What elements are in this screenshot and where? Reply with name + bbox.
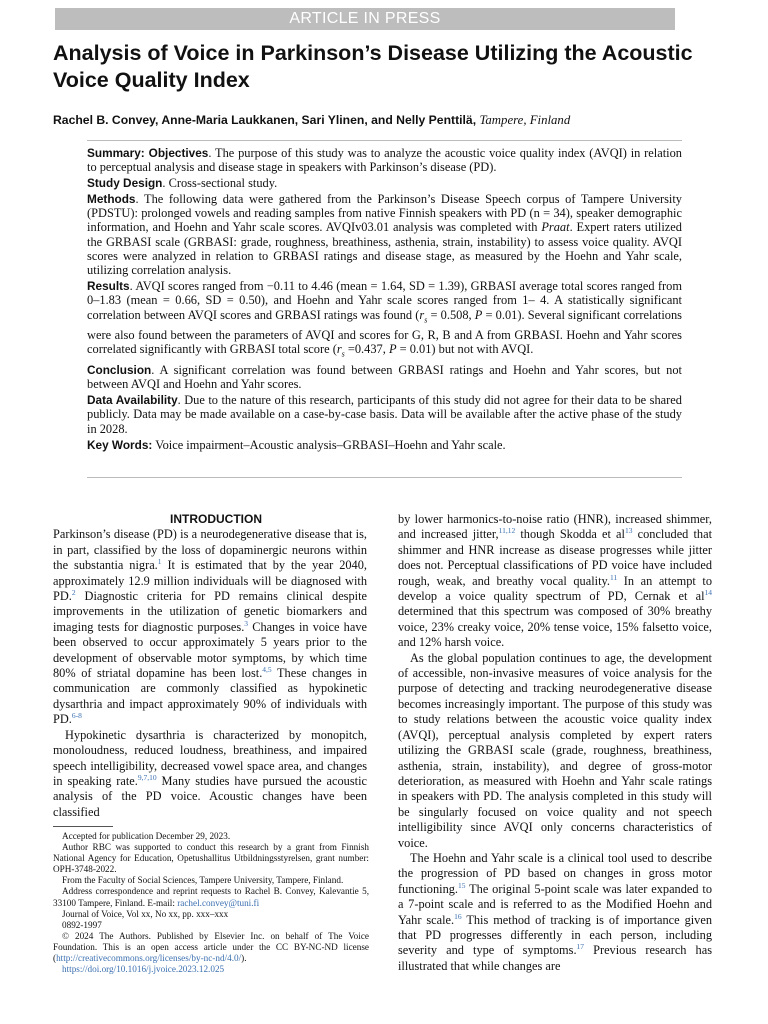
keywords-label: Key Words: (87, 437, 153, 452)
ref-link[interactable]: 4,5 (262, 665, 272, 675)
text-run: Parkinson’s disease (PD) is a neurodegenerative disease that is, in part, classified by the loss of dopaminergic neurons within the substantia nigra. (53, 527, 367, 573)
fn-address (53, 886, 369, 908)
ref-link[interactable]: 13 (624, 526, 633, 536)
text-run: It is estimated that by the year 2040, approximately 12.9 million individuals will be diagnosed with PD. (53, 558, 367, 604)
results-p2: P (388, 341, 397, 356)
abstract-bottom-rule (87, 477, 682, 478)
methods-text-b: . Expert raters utilized the GRBASI scale (GRBASI: grade, roughness, breathiness, asthenia, strain, instability) to assess voice quality. AVQI scores were analyzed in relation to GRBASI ratings and disease stage, as measured by the Hoehn and Yahr scale, utilizing correlation analysis. (87, 220, 682, 278)
keywords-text: Voice impairment–Acoustic analysis–GRBASI–Hoehn and Yahr scale. (155, 437, 506, 452)
results-text-e: = 0.01) but not with AVQI. (396, 341, 534, 356)
results-text-c: = 0.01). Several significant correlations were also found between the parameters of AVQI and scores for G, R, B and A from GRBASI. Hoehn and Yahr scores correlated significantly with GRBASI total score ( (87, 307, 683, 356)
intro-paragraph-4: As the global population continues to age, the development of accessible, non-invasive measures of voice analysis for the purpose of detecting and tracking neurodegenerative disease becomes increasingly important. The purpose of this study was to study relations between the acoustic voice quality index (AVQI), perceptual analysis completed by expert raters utilizing the GRBASI scale (grade, roughness, breathiness, asthenia, strain, instability), and degree of gross-motor deterioration, as measured with Hoehn and Yahr scale ratings in speakers with PD. The analysis completed in this study will be singularly focused on voice quality and not speech intelligibility since AVQI only concerns characteristics of voice. (398, 650, 712, 850)
text-run: Changes in voice have been observed to occur approximately 5 years prior to the development of observable motor symptoms, by which time 80% of striatal dopamine has been lost. (53, 619, 367, 681)
ref-link[interactable]: 6-8 (71, 711, 82, 721)
ref-link[interactable]: 1 (157, 557, 162, 567)
text-run: concluded that shimmer and HNR increase as disease progresses while jitter does not. Perceptual classifications of PD voice have included rough, weak, and breathy vocal quality. (398, 527, 712, 588)
ref-link[interactable]: 3 (244, 618, 249, 628)
footnotes (53, 831, 369, 975)
email-link[interactable]: rachel.convey@tuni.fi (177, 897, 260, 908)
fn-faculty: From the Faculty of Social Sciences, Tampere University, Tampere, Finland. (62, 875, 344, 886)
text-run: Many studies have pursued the acoustic analysis of the PD voice. Acoustic changes have been classified (53, 773, 367, 819)
fn-funding: Author RBC was supported to conduct this research by a grant from Finnish National Agency for Education, Opetushallitus Utbildningsstyrelsen, grant number: OPH-3748-2022. (53, 842, 369, 875)
text-run: determined that this spectrum was composed of 30% breathy voice, 23% creaky voice, 20% tense voice, 15% falsetto voice, and 12% harsh voice. (398, 604, 712, 650)
results-text-b: = 0.508, (427, 307, 475, 322)
author-location: Tampere, Finland (479, 113, 571, 127)
fn-issn: 0892-1997 (62, 919, 102, 930)
ref-link[interactable]: 16 (454, 911, 462, 921)
abstract (87, 146, 682, 453)
conclusion-label: Conclusion (87, 363, 152, 378)
design-label: Study Design (87, 176, 163, 191)
abstract-keywords (87, 438, 682, 452)
fn-doi (53, 964, 369, 975)
results-stat-r2: r (336, 341, 342, 356)
text-run: by lower harmonics-to-noise ratio (HNR), increased shimmer, and increased jitter, (398, 512, 712, 542)
methods-label: Methods (87, 191, 136, 206)
results-p: P (474, 307, 483, 322)
conclusion-text: A significant correlation was found between GRBASI ratings and Hoehn and Yahr scores, but not between AVQI and Hoehn and Yahr scores. (87, 363, 682, 392)
text-run: The original 5-point scale was later expanded to a 7-point scale and is referred to as the Modified Hoehn and Yahr scale. (398, 881, 712, 927)
ref-link[interactable]: 17 (576, 942, 585, 952)
results-text-d: =0.437, (344, 341, 389, 356)
intro-heading: INTRODUCTION (170, 512, 262, 526)
ref-link[interactable]: 15 (458, 880, 466, 890)
article-title: Analysis of Voice in Parkinson’s Disease Utilizing the Acoustic Voice Quality Index (53, 41, 693, 92)
results-stat-sub2: s (341, 349, 345, 359)
text-run: This method of tracking is of importance given that PD progresses differently in each person, including severity and type of symptoms. (398, 912, 712, 958)
footnote-rule (53, 826, 113, 827)
intro-paragraph-2 (53, 728, 367, 820)
fn-copyright (53, 931, 369, 964)
abstract-conclusion: Conclusion. A significant correlation was found between GRBASI ratings and Hoehn and Yahr scores, but not between AVQI and Hoehn and Yahr scores. (87, 363, 682, 392)
ref-link[interactable]: 2 (71, 588, 76, 598)
ref-link[interactable]: 9,7,10 (137, 772, 157, 782)
results-label: Results (87, 279, 130, 294)
objectives-label: Summary: Objectives (87, 146, 209, 160)
abstract-design: Study Design. Cross-sectional study. (87, 176, 278, 191)
intro-paragraph-1 (53, 527, 367, 727)
text-run: Hypokinetic dysarthria is characterized by monopitch, monoloudness, reduced loudness, breathiness, and impaired speech intelligibility, decreased vowel space area, and changes in speaking rate. (53, 727, 367, 788)
ref-link[interactable]: 11 (609, 572, 618, 582)
text-run: The Hoehn and Yahr scale is a clinical tool used to describe the progression of PD based on changes in gross motor functioning. (398, 850, 712, 896)
abstract-availability: Data Availability. Due to the nature of this research, participants of this study did not agree for their data to be shared publicly. Data may be made available on a case-by-case basis. Data will be available after the active phase of the study in 2028. (87, 393, 682, 436)
abstract-top-rule (87, 140, 682, 141)
availability-label: Data Availability (87, 393, 178, 408)
license-link[interactable]: http://creativecommons.org/licenses/by-nc-nd/4.0/ (56, 953, 242, 964)
design-text: Cross-sectional study. (168, 176, 278, 191)
ref-link[interactable]: 14 (704, 588, 712, 598)
text-run: In an attempt to develop a voice quality spectrum of PD, Cernak et al (398, 573, 713, 604)
text-run: © 2024 The Authors. Published by Elsevier Inc. on behalf of The Voice Foundation. This is an open access article under the CC BY-NC-ND license ( (53, 930, 369, 964)
abstract-methods: Methods. The following data were gathered from the Parkinson’s Disease Speech corpus of Tampere University (PDSTU): prolonged vowels and reading samples from native Finnish speakers with PD (n = 34), speaker demographic information, and Hoehn and Yahr scale scores. AVQIv03.01 analysis was completed with Praat. Expert raters utilized the GRBASI scale (GRBASI: grade, roughness, breathiness, asthenia, strain, instability) to assess voice quality. AVQI scores were analyzed in relation to GRBASI ratings and disease stage, as measured by the Hoehn and Yahr scale, utilizing correlation analysis. (87, 191, 682, 278)
intro-paragraph-5 (398, 851, 712, 974)
results-stat-sub: s (424, 315, 428, 325)
left-column (53, 512, 367, 820)
results-text-a: AVQI scores ranged from −0.11 to 4.46 (mean = 1.64, SD = 1.39), GRBASI average total scores ranged from 0–1.83 (mean = 0.66, SD = 0.50), and Hoehn and Yahr scale scores ranged from 1– 4. A statistically significant correlation between AVQI scores and GRBASI ratings was found ( (87, 279, 682, 322)
results-stat-r: r (419, 307, 425, 322)
text-run: though Skodda et al (515, 527, 625, 542)
ref-link[interactable]: 11,12 (498, 526, 516, 536)
intro-paragraph-3 (398, 512, 712, 651)
author-line (53, 113, 733, 128)
objectives-text: The purpose of this study was to analyze the acoustic voice quality index (AVQI) in relation to perceptual analysis and disease stage in speakers with Parkinson’s disease (PD). (87, 146, 682, 175)
methods-praat: Praat (541, 220, 570, 235)
abstract-objectives: Summary: Objectives. The purpose of this study was to analyze the acoustic voice quality index (AVQI) in relation to perceptual analysis and disease stage in speakers with Parkinson’s disease (PD). (87, 146, 682, 175)
fn-journal: Journal of Voice, Vol xx, No xx, pp. xxx–xxx (62, 908, 229, 919)
article-in-press-banner: ARTICLE IN PRESS (55, 8, 675, 30)
text-run: ). (241, 953, 247, 964)
text-run: These changes in communication are commonly classified as hypokinetic dysarthria and impact approximately 90% of individuals with PD. (53, 666, 367, 727)
text-run: Diagnostic criteria for PD remains clinical despite improvements in the utilization of genetic biomarkers and imaging tests for diagnostic purposes. (53, 589, 367, 634)
text-run: Address correspondence and reprint requests to Rachel B. Convey, Kalevantie 5, 33100 Tampere, Finland. E-mail: (53, 886, 369, 908)
methods-text-a: The following data were gathered from the Parkinson’s Disease Speech corpus of Tampere University (PDSTU): prolonged vowels and reading samples from native Finnish speakers with PD (n = 34), speaker demographic information, and Hoehn and Yahr scale scores. AVQIv03.01 analysis was completed with (87, 191, 682, 235)
author-names: Rachel B. Convey, Anne-Maria Laukkanen, Sari Ylinen, and Nelly Penttilä, (53, 113, 477, 127)
availability-text: Due to the nature of this research, participants of this study did not agree for their data to be shared publicly. Data may be made available on a case-by-case basis. Data will be available after the active phase of the study in 2028. (87, 393, 682, 436)
fn-accepted: Accepted for publication December 29, 2023. (62, 831, 231, 841)
text-run: Previous research has illustrated that while changes are (398, 943, 712, 973)
doi-link[interactable]: https://doi.org/10.1016/j.jvoice.2023.12.025 (62, 964, 225, 975)
right-column (398, 512, 712, 974)
abstract-results: Results. AVQI scores ranged from −0.11 to 4.46 (mean = 1.64, SD = 1.39), GRBASI average total scores ranged from 0–1.83 (mean = 0.66, SD = 0.50), and Hoehn and Yahr scale scores ranged from 1– 4. A statistically significant correlation between AVQI scores and GRBASI ratings was found ($r_s = 0.508$, P = 0.01). Several significant correlations were also found between the parameters of AVQI and scores for G, R, B and A from GRBASI. Hoehn and Yahr scores correlated significantly with GRBASI total score ($r_s =0.437$, P = 0.01) but not with AVQI. (87, 279, 683, 359)
